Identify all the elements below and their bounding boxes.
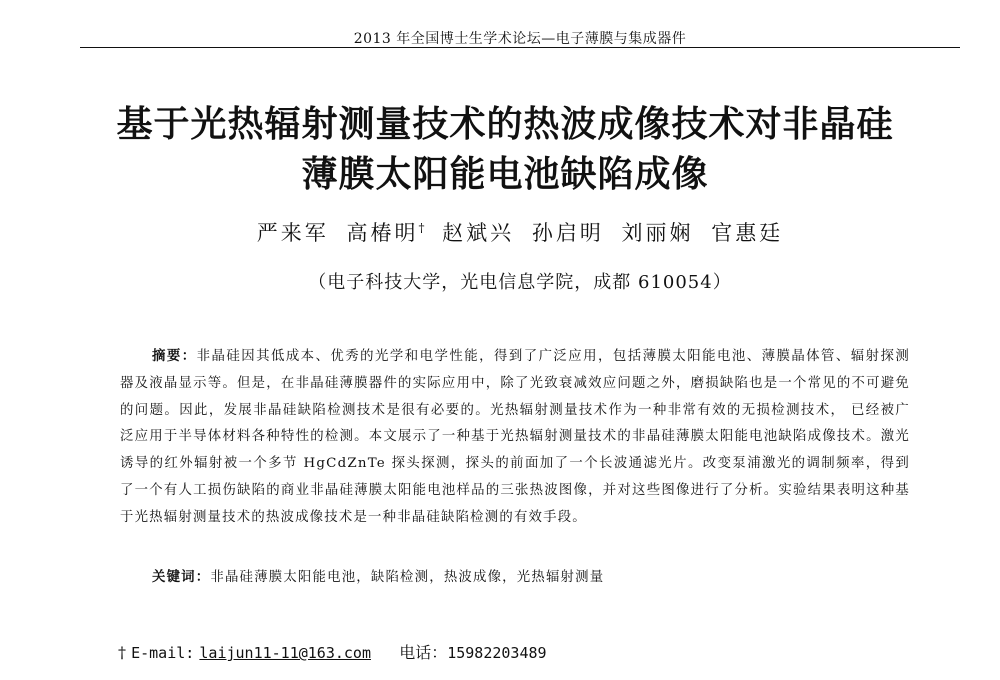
author-name: 严来军 (256, 221, 329, 245)
footnote-mark: † (118, 643, 126, 662)
email-link[interactable]: laijun11-11@163.com (199, 644, 371, 662)
keywords-text: 非晶硅薄膜太阳能电池，缺陷检测，热波成像，光热辐射测量 (210, 570, 605, 585)
paper-title-line-2: 薄膜太阳能电池缺陷成像 (301, 154, 709, 195)
abstract-label: 摘要： (152, 348, 197, 364)
author-name-corresponding (346, 221, 424, 245)
author-name: 刘丽娴 (621, 221, 694, 245)
corresponding-author-mark: † (418, 221, 425, 235)
running-head: 2013 年全国博士生学术论坛—电子薄膜与集成器件 (353, 31, 687, 47)
author-list (120, 217, 920, 247)
footnote-contact (118, 640, 918, 663)
header-rule (80, 47, 960, 48)
affiliation: （电子科技大学，光电信息学院，成都 610054） (308, 272, 732, 293)
author-name: 官惠廷 (711, 221, 784, 245)
keywords-label: 关键词： (152, 569, 211, 585)
abstract (120, 343, 910, 532)
phone-number: 15982203489 (447, 644, 547, 662)
author-name: 高椿明 (346, 221, 419, 245)
phone-label: 电话： (399, 643, 448, 662)
paper-title-line-1: 基于光热辐射测量技术的热波成像技术对非晶硅 (116, 104, 894, 145)
abstract-text: 非晶硅因其低成本、优秀的光学和电学性能，得到了广泛应用，包括薄膜太阳能电池、薄膜晶体管、辐射探测器及液晶显示等。但是，在非晶硅薄膜器件的实际应用中，除了光致衰减效应问题之外，磨损缺陷也是一个常见的不可避免的问题。因此，发展非晶硅缺陷检测技术是很有必要的。光热辐射测量技术作为一种非常有效的无损检测技术， 已经被广泛应用于半导体材料各种特性的检测。本文展示了一种基于光热辐射测量技术的非晶硅薄膜太阳能电池缺陷成像技术。激光诱导的红外辐射被一个多节 HgCdZnTe 探头探测，探头的前面加了一个长波通滤光片。改变泵浦激光的调制频率，得到了一个有人工损伤缺陷的商业非晶硅薄膜太阳能电池样品的三张热波图像，并对这些图像进行了分析。实验结果表明这种基于光热辐射测量技术的热波成像技术是一种非晶硅缺陷检测的有效手段。 (120, 349, 910, 525)
author-name: 赵斌兴 (442, 221, 515, 245)
keywords (152, 566, 912, 585)
email-label: E-mail: (131, 644, 195, 662)
author-name: 孙启明 (531, 221, 604, 245)
